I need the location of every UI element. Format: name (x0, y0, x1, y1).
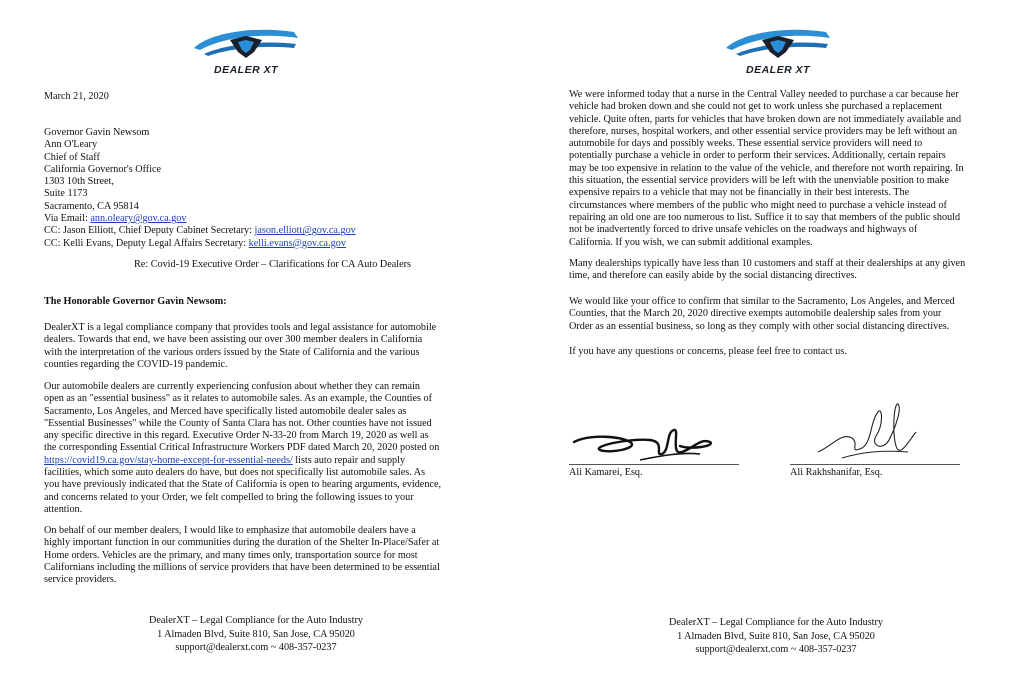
cc1-email-link[interactable]: jason.elliott@gov.ca.gov (254, 225, 356, 237)
address-line: California Governor's Office (44, 163, 162, 175)
paragraph-line: California. If you wish, we can submit additional examples. (569, 236, 813, 248)
paragraph-line: Our automobile dealers are currently experiencing confusion about whether they can remain (44, 381, 420, 392)
via-email-link[interactable]: ann.oleary@gov.ca.gov (90, 213, 187, 225)
logo-wordmark: DEALER XT (213, 64, 278, 76)
footer-line: support@dealerxt.com ~ 408-357-0237 (695, 644, 857, 655)
signature-line-1 (569, 464, 739, 465)
paragraph-line: Sacramento, Los Angeles, and Merced have specifically listed automobile dealer sales as (44, 405, 407, 417)
closing-line: If you have any questions or concerns, please feel free to contact us. (569, 346, 847, 357)
letter-footer (96, 614, 416, 655)
paragraph-line: expensive repairs to a vehicle that may not be financially in their best interests. The (569, 187, 910, 199)
paragraph-line: Californians including the millions of service providers that have been determined to be essential (44, 561, 440, 573)
paragraph-line: We would like your office to confirm that similar to the Sacramento, Los Angeles, and Merced (569, 296, 955, 307)
paragraph-line: with the interpretation of the various orders issued by the State of California and the various (44, 346, 420, 358)
paragraph-line: service providers. (44, 574, 117, 586)
footer-line: 1 Almaden Blvd, Suite 810, San Jose, CA 95020 (157, 628, 355, 640)
paragraph-line-with-link (44, 455, 441, 467)
paragraph-line: therefore, nurses, hospital workers, and other essential service providers may be left without an (569, 125, 958, 137)
paragraph-line: potentially purchase a vehicle in order to perform their services. Additionally, certain repairs (569, 150, 946, 162)
paragraph-line: "Essential Businesses" while the County of Santa Clara has not. Other counties have not issued (44, 417, 432, 429)
paragraph-line: facilities, which some auto dealers do have, but does not specifically list automobile sales. As (44, 467, 426, 479)
letter-page-2 (512, 0, 1024, 684)
paragraph-line: open as an "essential business" as it relates to automobile sales. As an example, the Counties of (44, 393, 432, 405)
address-line: Sacramento, CA 95814 (44, 200, 139, 212)
logo-wordmark: DEALER XT (745, 64, 810, 76)
dealerxt-logo (186, 18, 306, 80)
address-line: Governor Gavin Newsom (44, 127, 150, 138)
paragraph-line: We were informed today that a nurse in the Central Valley needed to purchase a car because her (569, 89, 959, 100)
footer-line: support@dealerxt.com ~ 408-357-0237 (175, 642, 337, 653)
paragraph-line: and concerns related to your Order, we felt compelled to bring the following issues to your (44, 491, 414, 503)
address-line: Chief of Staff (44, 151, 100, 163)
letter-date: March 21, 2020 (44, 91, 109, 102)
dealerxt-logo (718, 18, 838, 80)
paragraph-line: vehicle had broken down and she could not get to work unless she purchased a replacement (569, 101, 943, 113)
paragraph-1 (569, 89, 964, 249)
covid19-link[interactable]: https://covid19.ca.gov/stay-home-except-for-essential-needs/ (44, 454, 293, 466)
address-line: Ann O'Leary (44, 139, 98, 151)
paragraph-3 (44, 525, 440, 586)
paragraph-line: repairing an old one are too numerous to list. Suffice it to say that members of the public should (569, 211, 961, 223)
paragraph-line: the corresponding Essential Critical Infrastructure Workers PDF dated March 20, 2020 posted on (44, 442, 440, 454)
paragraph-line: may be too expensive in relation to the value of the vehicle, and therefore not worth repairing. In (569, 162, 964, 174)
cc-line-1 (44, 225, 356, 237)
address-line: 1303 10th Street, (44, 176, 114, 188)
paragraph-line: counties regarding the COVID-19 pandemic. (44, 358, 228, 370)
cc2-label: CC: Kelli Evans, Deputy Legal Affairs Secretary: (44, 237, 249, 249)
address-line: Suite 1173 (44, 188, 88, 200)
signer-2-name: Ali Rakhshanifar, Esq. (790, 467, 883, 478)
paragraph-line: highly important function in our communities during the duration of the Shelter In-Place/Safer at (44, 537, 440, 549)
cc-line-2 (44, 238, 356, 250)
paragraph-line: DealerXT is a legal compliance company that provides tools and legal assistance for automobile (44, 322, 437, 333)
signature-2-image (812, 402, 922, 464)
footer-line: DealerXT – Legal Compliance for the Auto Industry (669, 617, 883, 628)
paragraph-line: you have previously indicated that the State of California is open to hearing arguments, evidence, (44, 479, 442, 491)
signature-1-image (570, 420, 720, 464)
paragraph-line: this situation, the essential service providers will be left with the unenviable position to make (569, 175, 949, 187)
signature-line-2 (790, 464, 960, 465)
cc1-label: CC: Jason Elliott, Chief Deputy Cabinet Secretary: (44, 225, 255, 237)
via-email-line (44, 213, 356, 225)
paragraph-line: Home orders. Vehicles are the primary, and many times only, transportation source for most (44, 549, 418, 561)
paragraph-line: dealers. Towards that end, we have been assisting our over 300 member dealers in California (44, 334, 423, 346)
via-email-label: Via Email: (44, 213, 91, 225)
paragraph-line: Many dealerships typically have less than 10 customers and staff at their dealerships at any given (569, 258, 966, 269)
letter-footer (616, 616, 936, 657)
paragraph-line: attention. (44, 503, 83, 515)
paragraph-line: vehicle. Quite often, parts for vehicles that have broken down are not immediately available and (569, 113, 962, 125)
link-tail-text: lists auto repair and supply (292, 454, 406, 466)
cc2-email-link[interactable]: kelli.evans@gov.ca.gov (248, 237, 346, 249)
paragraph-line: time, and therefore can easily abide by the social distancing directives. (569, 270, 857, 282)
paragraph-3 (569, 296, 955, 333)
paragraph-line: any specific directive in this regard. Executive Order N-33-20 from March 19, 2020 as well as (44, 430, 429, 442)
paragraph-2 (569, 258, 965, 283)
car-logo-icon (718, 18, 838, 68)
paragraph-line: automobile for days and possibly weeks. These essential service providers will need to (569, 138, 923, 150)
paragraph-line: Counties, that the March 20, 2020 directive exempts automobile dealership sales from your (569, 308, 942, 320)
paragraph-line: On behalf of our member dealers, I would like to emphasize that automobile dealers have a (44, 525, 416, 536)
paragraph-line: circumstances where members of the public who might need to purchase a vehicle instead of (569, 199, 947, 211)
paragraph-line: Order as an essential business, so long as they comply with other social distancing directives. (569, 320, 950, 332)
footer-line: 1 Almaden Blvd, Suite 810, San Jose, CA 95020 (677, 630, 875, 642)
car-logo-icon (186, 18, 306, 68)
paragraph-2 (44, 381, 441, 516)
recipient-address (44, 127, 356, 250)
paragraph-line: not be inadvertently forced to drive unsafe vehicles on the roadways and highways of (569, 224, 918, 236)
subject-line: Re: Covid-19 Executive Order – Clarifications for CA Auto Dealers (134, 259, 411, 270)
salutation: The Honorable Governor Gavin Newsom: (44, 296, 227, 307)
signer-1-name: Ali Kamarei, Esq. (569, 467, 643, 478)
paragraph-1 (44, 322, 436, 371)
footer-line: DealerXT – Legal Compliance for the Auto Industry (149, 615, 363, 626)
